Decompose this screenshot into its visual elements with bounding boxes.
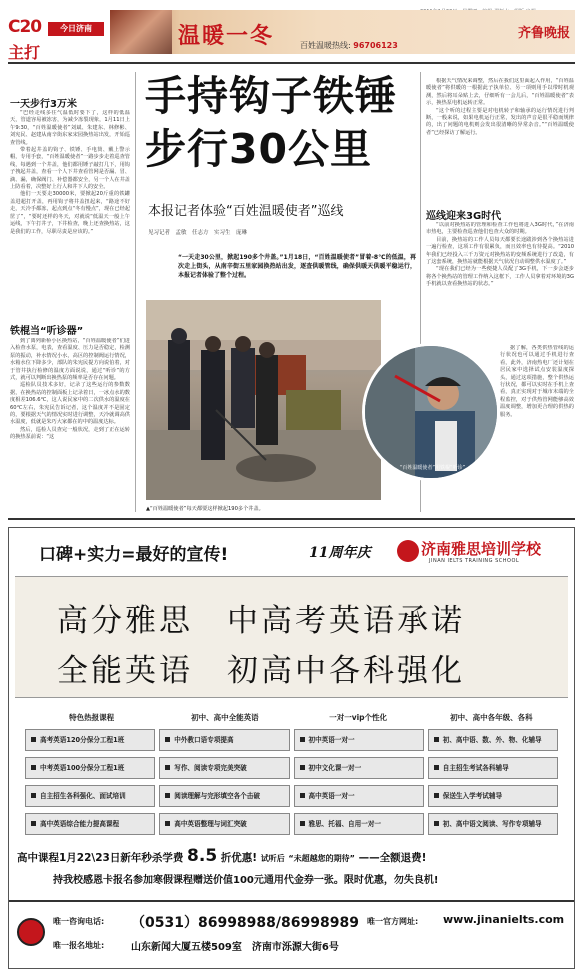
col3-para: 根据天气情况来调整，然后在我们这里面起入作用，“百姓温暖使者”将供暖的一根据此子执单位、另一项则用手以带时机观测，然后将耳朵贴上去，仔细听有一会儿后，“百姓温暖使者”表示，换热泵电机运转正常。 [426, 78, 574, 107]
promo-mid: 折优惠! [220, 852, 258, 864]
table-header: 初中、高中各年级、各科 [450, 713, 533, 722]
inset-caption: “百姓温暖使者”用铁棍“听诊”。 [399, 465, 471, 471]
inset-photo-drawing [365, 346, 500, 481]
address: 山东新闻大厦五楼509室 济南市泺源大街6号 [131, 942, 339, 953]
bullet-icon [165, 737, 170, 742]
col3-para: 目前，换热站的工作人员每天都要长途跋涉到各个换热站进一遍行检查，这项工作有很累负，而且效率也有待提高。“2010年我们已经投入三千万资元对换热站的变频系统进行了改造，有了这套系统，换热站就能根据天气状况自动调整供水温度了。” [426, 236, 574, 266]
banner [110, 10, 575, 54]
col3-para: “现在我们已经为一些便捷人员配了3G手机，下一步会逐步将各个换热站的管理工作纳入这框下，工作人员拿着对环境的3G手机就以查看换热站的状态。” [426, 266, 574, 288]
col1-para: 巡检队员技术多好，记录了这些运行的参数数据，在换热站的控制面板上记录着日，一冰点水的数度相差106.6℃，这人说民家中的二次供水的温度在60℃左右，朱宪民告诉记者，这个温度并不是固定的，要根据天气的情况实时进行调整，天冷就调高供水温度，低就是朱巧大家都在的中的温度达标。 [10, 382, 130, 426]
col1-body [10, 110, 130, 310]
col3-body-2 [426, 222, 574, 342]
table-row [25, 729, 558, 751]
table-cell: 自主招生各科强化、面试培训 [25, 785, 155, 807]
promo-discount: 8.5 [187, 846, 218, 866]
section2-title: 铁棍当“听诊器” [10, 326, 84, 337]
promo-prefix: 高中课程1月22\23日新年秒杀学费 [17, 852, 184, 864]
school-name-cn: 济南雅思培训学校 [421, 540, 542, 558]
col1-para: 他们一天要走30000米，要掀起20斤重的铁罐盖进超打开盖，再用钩子将井盖扭起来，“路途不好走，天冷手都冻，起点到点“冬有慢点”，现在已经起筐了”，“要时还样的冬天，对就说“低温天一般上午运线，下午打井子，下井检查，晚上还查换热站，这是我们的工作，尽职尽责是应该的。” [10, 191, 130, 235]
table-header: 一对一vip个性化 [329, 713, 388, 722]
bullet-icon [300, 765, 305, 770]
bullet-icon [31, 821, 36, 826]
bullet-icon [31, 765, 36, 770]
table-header: 初中、高中全能英语 [191, 713, 259, 722]
banner-photo [110, 10, 172, 54]
big-slogan-line1: 高分雅思 中高考英语承诺 [57, 603, 465, 639]
table-cell: 写作、阅读专项完美突破 [159, 757, 289, 779]
bullet-icon [434, 765, 439, 770]
site-url[interactable]: www.jinanielts.com [443, 913, 565, 926]
big-slogan-panel [15, 576, 568, 698]
course-table [25, 710, 558, 841]
table-header: 特色热报课程 [69, 713, 115, 722]
contact-panel [9, 900, 574, 968]
section3-title: 巡线迎来3G时代 [426, 211, 502, 222]
table-cell: 雅思、托福、自用一对一 [294, 813, 424, 835]
hotline-number: 96706123 [353, 41, 398, 50]
table-cell: 中外教口语专项提高 [159, 729, 289, 751]
banner-sub: 百姓温暖热线: [300, 41, 351, 50]
banner-hotline-label [300, 40, 398, 51]
table-cell: 高考英语120分保分工程1班 [25, 729, 155, 751]
bullet-icon [165, 821, 170, 826]
table-cell: 初、高中语文阅读、写作专项辅导 [428, 813, 558, 835]
lead-paragraph: “一天走30公里，掀起190多个井盖。”1月18日，“百姓温暖使者”冒着-8℃的低温，再次走上街头，从南辛街五里家园换热站出发，逐查供暖管线，确保供暖天供暖平稳运行，本报记者体验了整个过程。 [178, 254, 416, 279]
col1-para: 带着起井盖的钩子、铁锤、手电筒、戴上警示帽，专用手套，“百姓温暖使者”一路步步走着巡查管线，每遇到一个井盖，他们都用锤子敲打几下，用钩子拽起井盖，查看一个人下井查看管网是否漏、冒、滴、漏，确保阀门、补偿器都安全，另一个人在井盖上防看着，决整好上行人和井下人的安全。 [10, 147, 130, 191]
article-subhead: 本报记者体验“百姓温暖使者”巡线 [148, 204, 344, 219]
byline: 见习记者 孟敏 任志方 实习生 庞琳 [148, 230, 248, 236]
col1-para: “巴经走线多往气温低时要下了，这样的低温天，管道容易被冻害，为减少冻裂现象，1月11日上午9:30，“百姓温暖使者”刘斌、朱建东、林修彬、刘宪民、赵建从南辛街东家宋园换热站出发，开始巡查管线。 [10, 110, 130, 146]
table-cell: 阅读理解与完形填空各个击破 [159, 785, 289, 807]
table-row [25, 785, 558, 807]
section-tab: 今日济南 [48, 22, 104, 36]
header-rule [8, 62, 575, 64]
col1-body-2 [10, 338, 130, 518]
col3-para: “以前对换热站的管理和检查工作也将进入3G时代，”在济南市热电，主要检查巡查他们也查大众的时期。 [426, 222, 574, 236]
table-cell: 初中英语一对一 [294, 729, 424, 751]
bullet-icon [300, 793, 305, 798]
ad-block [8, 527, 575, 969]
promo-line1 [17, 846, 570, 866]
table-cell: 自主招生考试各科辅导 [428, 757, 558, 779]
col1-para: 然后，巡检人员查完一般状况，走到了正在运转的换热泵前说：“这 [10, 426, 130, 441]
bullet-icon [434, 737, 439, 742]
ad-anniversary: 11周年庆 [309, 545, 371, 561]
col1-para: 到了离列新桥小区换热站，“百姓温暖使者”们进入检查水泵，电表，查看温度、压力是否稳定，检测泵的振动，补水情况小水，高区的控制阀运行情况，水箱水位下降多少，部队的朱宪民提方向说伯着，对于管井执行检修的温度方面说说，通过“听诊”的方式，就可以判断出换热泵的频率是否存在问题。 [10, 338, 130, 382]
table-row [25, 757, 558, 779]
table-cell: 高中英语整理与词汇突破 [159, 813, 289, 835]
big-slogan-line2: 全能英语 初高中各科强化 [57, 653, 465, 689]
school-logo [397, 540, 419, 562]
banner-title: 温暖一冬 [178, 24, 275, 49]
bullet-icon [434, 821, 439, 826]
page-number: C20 [8, 17, 42, 37]
bullet-icon [300, 737, 305, 742]
table-row [25, 813, 558, 835]
col3-body [426, 78, 574, 188]
table-cell: 初、高中语、数、外、物、化辅导 [428, 729, 558, 751]
inset-photo [362, 343, 500, 481]
col3-body-3 [500, 345, 574, 513]
course-table-header [25, 710, 558, 725]
col3-para: 据了解，各类供热管线的运行状况也可以通过手机进行查看，此外，济南热电厂还计划在居民家中选择试点安装温度探头，通过这项措施，整个供热运行状况，都可以实时在手机上查看，真正实现对于城市末端的全程监控，对于供热管网能够高效温度调整，增加更合理的供热的服务。 [500, 345, 574, 418]
bullet-icon [31, 737, 36, 742]
ad-slogan: 口碑+实力=最好的宣传! [39, 545, 229, 565]
headline-line2: 步行30公里 [145, 125, 373, 173]
table-cell: 高中英语综合能力提高课程 [25, 813, 155, 835]
photo-caption: ▲“百姓温暖使者”每天都要这样掀起190多个井盖。 [146, 506, 264, 512]
main-photo [146, 300, 381, 500]
bullet-icon [434, 793, 439, 798]
main-photo-drawing [146, 300, 381, 500]
col-divider [135, 72, 136, 512]
bullet-icon [300, 821, 305, 826]
table-cell: 初中文化课一对一 [294, 757, 424, 779]
site-label: 唯一官方网址: [367, 917, 419, 926]
bullet-icon [31, 793, 36, 798]
consult-label: 唯一咨询电话: [53, 917, 105, 926]
phone-number: （0531）86998988/86998989 [131, 915, 359, 931]
contact-logo [17, 918, 45, 946]
article-bottom-rule [8, 518, 575, 520]
section1-title: 一天步行3万米 [10, 99, 77, 110]
promo-quote: “未超越您的期待” [288, 854, 355, 863]
promo-end: ——全额退费! [358, 852, 427, 864]
col3-para: “这个听的过程主要是对电机转子和轴承的运行情况进行判断，一般来说，如果电机运行正常，发出的声音是很平稳而规律的，出了问题的电机则会发出很清晰的异常杂音。”“百姓温暖使者”已经探访了解运行。 [426, 107, 574, 136]
table-cell: 保送生入学考试辅导 [428, 785, 558, 807]
zhuda-label: 主打 [8, 43, 41, 62]
table-cell: 高中英语一对一 [294, 785, 424, 807]
headline-line1: 手持钩子铁锤 [145, 72, 397, 120]
table-cell: 中考英语100分保分工程1班 [25, 757, 155, 779]
promo-tail: 试听后 [260, 854, 285, 863]
paper-logo: 齐鲁晚报 [518, 26, 571, 41]
promo-line2: 持我校感恩卡报名参加寒假课程赠送价值100元通用代金券一张。限时优惠，勿失良机! [53, 875, 439, 886]
bullet-icon [165, 765, 170, 770]
school-name-en: JINAN IELTS TRAINING SCHOOL [429, 558, 520, 564]
address-label: 唯一报名地址: [53, 941, 105, 950]
bullet-icon [165, 793, 170, 798]
